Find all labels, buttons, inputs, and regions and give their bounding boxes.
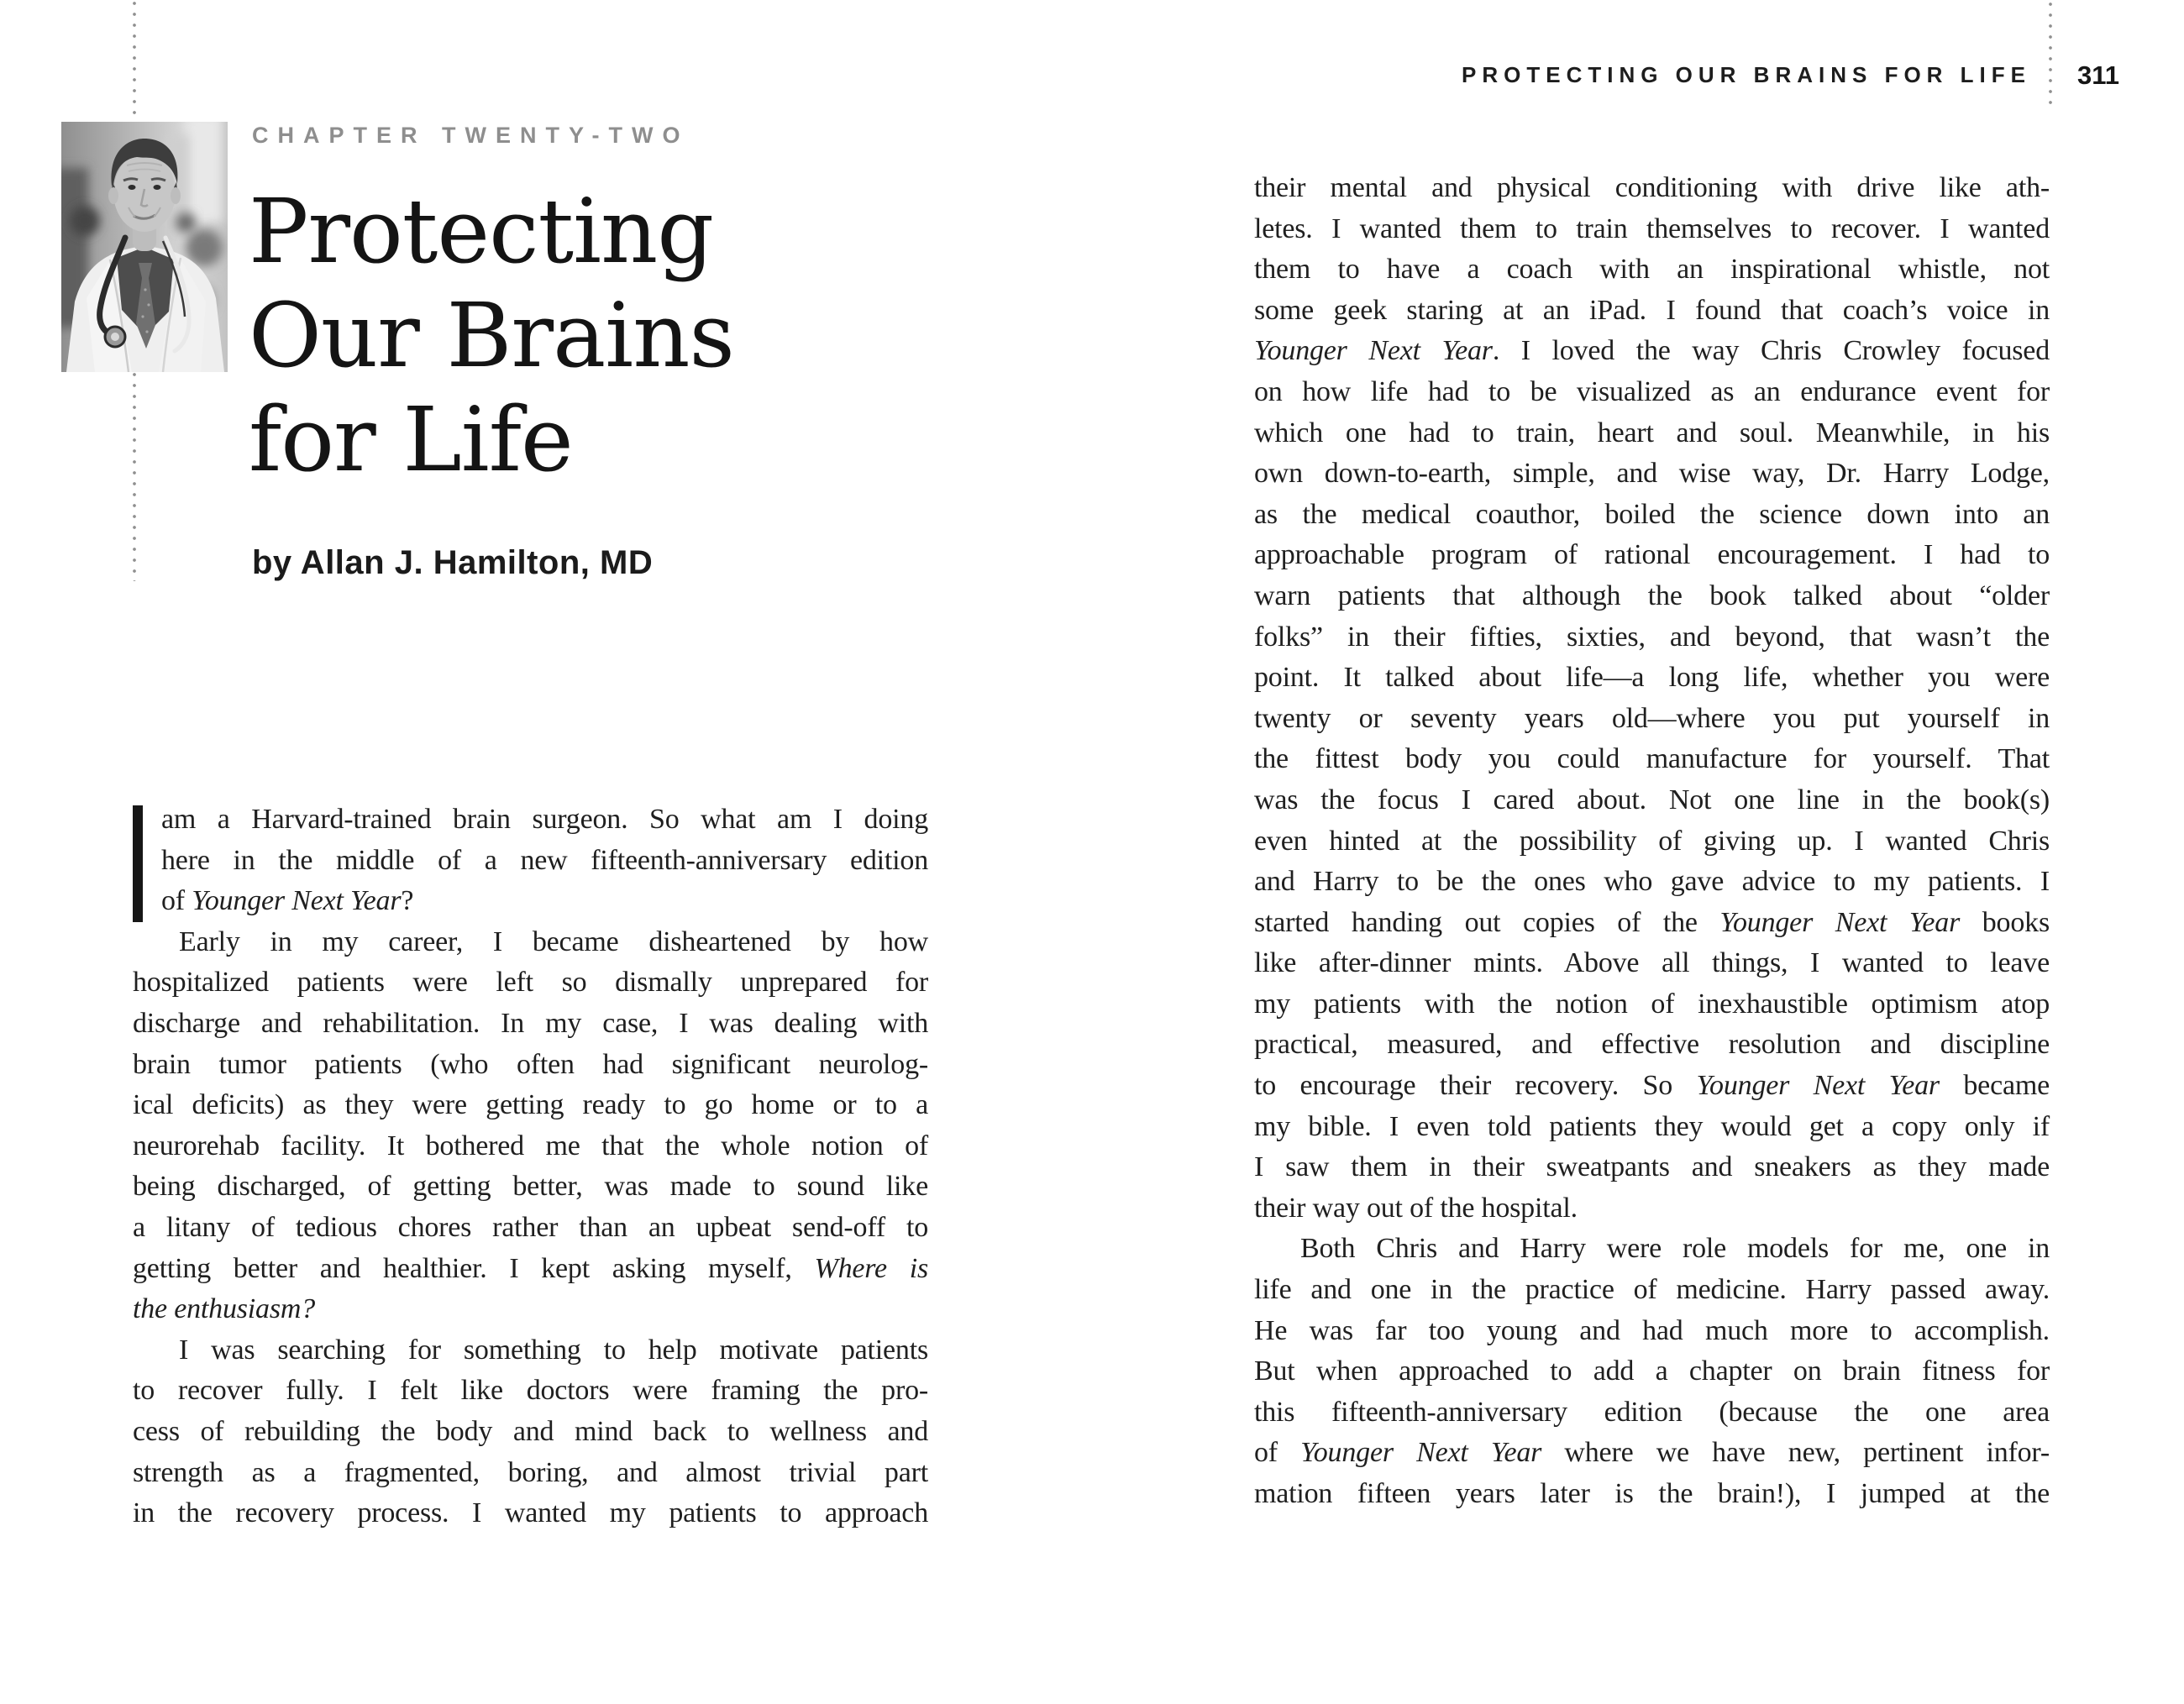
- text-line: as the medical coauthor, boiled the science down into an: [1254, 498, 2050, 530]
- text-line: this fifteenth-anniversary edition (because the one area: [1254, 1396, 2050, 1428]
- running-head: PROTECTING OUR BRAINS FOR LIFE: [1462, 62, 2031, 87]
- text-line: folks” in their fifties, sixties, and beyond, that wasn’t the: [1254, 621, 2050, 653]
- text-line: to recover fully. I felt like doctors were framing the pro-: [133, 1375, 928, 1407]
- text-line: warn patients that although the book talked about “older: [1254, 579, 2050, 611]
- text-line: to encourage their recovery. So Younger Next Year became: [1254, 1070, 2050, 1102]
- text-line: But when approached to add a chapter on brain fitness for: [1254, 1355, 2050, 1387]
- folio-dotted-rule: [2049, 3, 2052, 107]
- text-line: letes. I wanted them to train themselves to recover. I wanted: [1254, 212, 2050, 244]
- left-body-text: [133, 800, 928, 1534]
- chapter-title-line-2: Our Brains: [249, 284, 734, 387]
- text-line: being discharged, of getting better, was made to sound like: [133, 1171, 928, 1203]
- text-line: own down-to-earth, simple, and wise way, Dr. Harry Lodge,: [1254, 458, 2050, 490]
- paragraph: [1254, 168, 2050, 1229]
- text-line: cess of rebuilding the body and mind back to wellness and: [133, 1415, 928, 1447]
- byline: by Allan J. Hamilton, MD: [252, 544, 654, 581]
- text-line: the enthusiasm?: [133, 1293, 316, 1325]
- text-line: them to have a coach with an inspirational whistle, not: [1254, 254, 2050, 286]
- text-line: am a Harvard-trained brain surgeon. So what am I doing: [161, 804, 928, 835]
- text-line: a litany of tedious chores rather than an upbeat send-off to: [133, 1211, 928, 1243]
- text-line: point. It talked about life—a long life, whether you were: [1254, 662, 2050, 694]
- chapter-title: [249, 180, 734, 492]
- text-line: I saw them in their sweatpants and sneakers as they made: [1254, 1151, 2050, 1183]
- text-line: of Younger Next Year where we have new, pertinent infor-: [1254, 1437, 2050, 1469]
- text-line: approachable program of rational encouragement. I had to: [1254, 539, 2050, 571]
- author-photo-illustration: [61, 122, 228, 372]
- text-line: some geek staring at an iPad. I found that coach’s voice in: [1254, 294, 2050, 326]
- text-line: here in the middle of a new fifteenth-anniversary edition: [161, 844, 928, 876]
- text-line: Early in my career, I became disheartened by how: [179, 925, 928, 957]
- text-line: ical deficits) as they were getting ready to go home or to a: [133, 1089, 928, 1121]
- text-line: even hinted at the possibility of giving up. I wanted Chris: [1254, 825, 2050, 857]
- text-line: and Harry to be the ones who gave advice to my patients. I: [1254, 866, 2050, 898]
- drop-cap-initial: [133, 805, 143, 922]
- text-line: strength as a fragmented, boring, and almost trivial part: [133, 1456, 928, 1488]
- chapter-title-line-3: for Life: [249, 388, 573, 491]
- text-line: I was searching for something to help motivate patients: [179, 1334, 928, 1366]
- text-line: Younger Next Year. I loved the way Chris Crowley focused: [1254, 335, 2050, 367]
- paragraph: [133, 1330, 928, 1534]
- text-line: discharge and rehabilitation. In my case, I was dealing with: [133, 1007, 928, 1039]
- text-line: their way out of the hospital.: [1254, 1192, 1578, 1224]
- text-line: mation fifteen years later is the brain!), I jumped at the: [1254, 1478, 2050, 1509]
- text-line: my patients with the notion of inexhaustible optimism atop: [1254, 988, 2050, 1020]
- chapter-label: CHAPTER TWENTY-TWO: [252, 123, 690, 148]
- text-line: getting better and healthier. I kept asking myself, Where is: [133, 1252, 928, 1284]
- text-line: on how life had to be visualized as an endurance event for: [1254, 375, 2050, 407]
- text-line: their mental and physical conditioning with drive like ath-: [1254, 172, 2050, 203]
- text-line: He was far too young and had much more to accomplish.: [1254, 1314, 2050, 1346]
- text-line: in the recovery process. I wanted my patients to approach: [133, 1497, 928, 1529]
- text-line: the fittest body you could manufacture for yourself. That: [1254, 743, 2050, 775]
- chapter-title-line-1: Protecting: [249, 180, 714, 283]
- text-line: which one had to train, heart and soul. Meanwhile, in his: [1254, 417, 2050, 448]
- paragraph: [1254, 1229, 2050, 1514]
- text-line: twenty or seventy years old—where you put yourself in: [1254, 702, 2050, 734]
- text-line: Both Chris and Harry were role models for me, one in: [1300, 1233, 2050, 1265]
- text-line: like after-dinner mints. Above all things, I wanted to leave: [1254, 947, 2050, 979]
- text-line: was the focus I cared about. Not one line in the book(s): [1254, 784, 2050, 815]
- text-line: life and one in the practice of medicine. Harry passed away.: [1254, 1274, 2050, 1306]
- text-line: of Younger Next Year?: [161, 885, 414, 917]
- paragraph: [133, 800, 928, 922]
- right-body-text: [1254, 168, 2050, 1515]
- paragraph: [133, 922, 928, 1330]
- text-line: practical, measured, and effective resolution and discipline: [1254, 1029, 2050, 1061]
- text-line: my bible. I even told patients they would get a copy only if: [1254, 1110, 2050, 1142]
- text-line: hospitalized patients were left so dismally unprepared for: [133, 967, 928, 999]
- text-line: neurorehab facility. It bothered me that the whole notion of: [133, 1130, 928, 1161]
- page-number: 311: [2077, 60, 2120, 90]
- text-line: started handing out copies of the Younger Next Year books: [1254, 906, 2050, 938]
- text-line: brain tumor patients (who often had significant neurolog-: [133, 1048, 928, 1080]
- author-photo: [61, 122, 228, 372]
